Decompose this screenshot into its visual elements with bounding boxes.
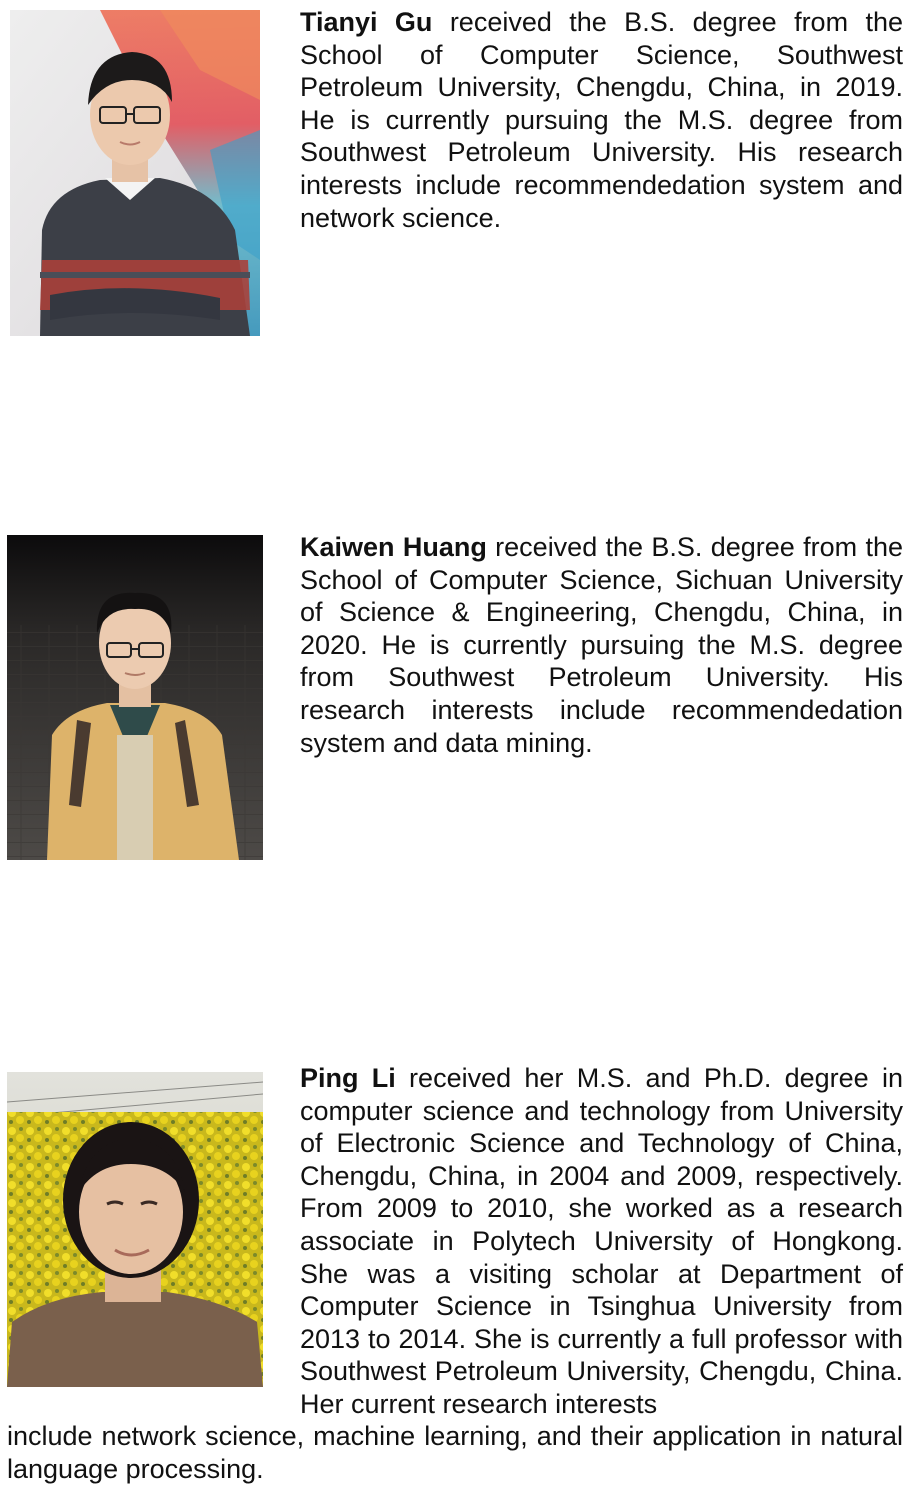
portrait-image <box>10 10 260 336</box>
bio-body-continued: include network science, machine learning, and their application in natural language processing. <box>7 1421 903 1484</box>
author-name: Ping Li <box>300 1063 396 1093</box>
bio-paragraph-kaiwen-huang <box>300 531 903 759</box>
bio-paragraph-tianyi-gu <box>300 6 903 234</box>
author-photo-kaiwen-huang <box>7 535 263 860</box>
bio-paragraph-ping-li <box>300 1062 903 1421</box>
author-name: Kaiwen Huang <box>300 532 487 562</box>
bio-body: received the B.S. degree from the School of Computer Science, Sichuan University of Science & Engineering, Chengdu, China, in 2020. He is currently pursuing the M.S. degree from Southwest Petroleum University. His research interests include recommendedation system and data mining. <box>300 532 903 758</box>
portrait-image <box>7 1072 263 1387</box>
portrait-image <box>7 535 263 860</box>
bio-body: received her M.S. and Ph.D. degree in computer science and technology from University of Electronic Science and Technology of China, Chengdu, China, in 2004 and 2009, respectively. From 2009 to 2010, she worked as a research associate in Polytech University of Hongkong. She was a visiting scholar at Department of Computer Science in Tsinghua University from 2013 to 2014. She is currently a full professor with Southwest Petroleum University, Chengdu, China. Her current research interests <box>300 1063 903 1419</box>
author-photo-ping-li <box>7 1072 263 1387</box>
bio-body: received the B.S. degree from the School of Computer Science, Southwest Petroleum University, Chengdu, China, in 2019. He is currently pursuing the M.S. degree from Southwest Petroleum University. His research interests include recommendedation system and network science. <box>300 7 903 233</box>
author-name: Tianyi Gu <box>300 7 433 37</box>
bio-paragraph-ping-li-continued <box>7 1420 903 1485</box>
author-photo-tianyi-gu <box>10 10 260 336</box>
